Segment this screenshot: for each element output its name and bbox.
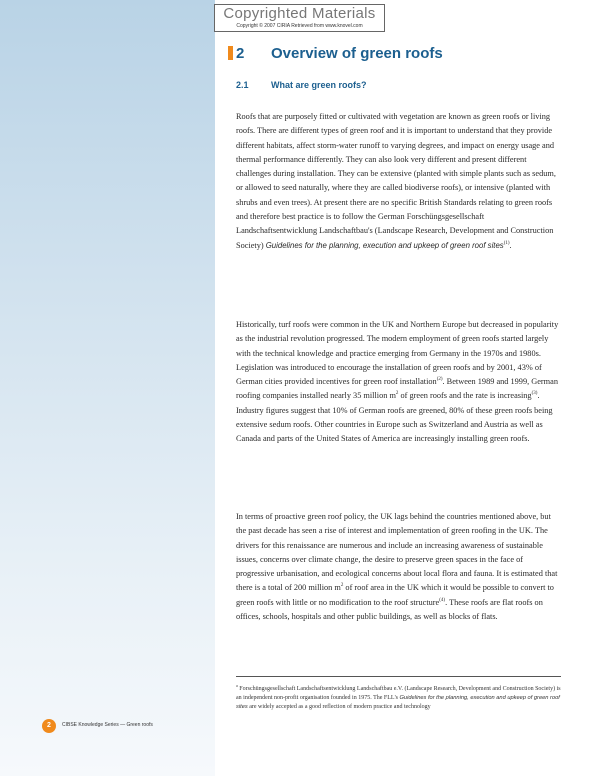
footnote-text-b: are widely accepted as a good reflection of modern practice and technology: [247, 704, 431, 710]
reference-3: (3): [531, 391, 538, 397]
paragraph-3-text-a: In terms of proactive green roof policy, the UK lags behind the countries mentioned above, but the past decade has seen a rise of interest and implementation of green roofing in the UK. The drivers for this renaissance are numerous and include an increasing awareness of sustainable issues, concerns over climate change, the desire to preserve green spaces in the face of progressive urbanisation, and ecological concerns about local flora and fauna. It is estimated that there is a total of 200 million m: [236, 512, 558, 593]
page-sidebar-band: [0, 0, 215, 776]
footnote: [236, 681, 561, 712]
section-title: What are green roofs?: [271, 80, 367, 90]
paragraph-3: [236, 510, 561, 624]
paragraph-2: [236, 318, 561, 447]
paragraph-3-text-c: . These roofs are flat roofs on offices, schools, hospitals and other public buildings, as well as blocks of flats.: [236, 597, 543, 622]
chapter-number: 2: [236, 45, 245, 62]
watermark-subtitle: Copyright © 2007 CIRIA Retrieved from www.knovel.com: [236, 23, 363, 29]
footnote-divider: [236, 676, 561, 677]
section-number: 2.1: [236, 80, 249, 90]
footnote-mark: a: [236, 683, 238, 688]
footnote-guidelines-title: Guidelines for the planning, execution and upkeep of green roof sites: [236, 695, 560, 710]
squared-superscript: 2: [340, 583, 344, 589]
reference-2: (2): [436, 377, 443, 383]
running-footer: CIBSE Knowledge Series — Green roofs: [62, 722, 153, 728]
chapter-marker-bar: [228, 46, 233, 60]
paragraph-3-text-b: of roof area in the UK which it would be possible to convert to green roofs with little or no modification to the roof structure: [236, 583, 554, 607]
paragraph-1: [236, 110, 561, 253]
guidelines-title: Guidelines for the planning, execution and upkeep of green roof sites: [265, 240, 504, 250]
reference-1: (1): [503, 240, 510, 246]
paragraph-2-text-c: of green roofs and the rate is increasing: [398, 391, 532, 401]
chapter-title: Overview of green roofs: [271, 45, 443, 62]
page-number: 2: [42, 719, 56, 733]
paragraph-1-text: Roofs that are purposely fitted or cultivated with vegetation are known as green roofs or living roofs. There are different types of green roof and it is important to understand that they provide different habitats, affect storm-water runoff to varying degrees, and impact on energy usage and thermal performance differently. They can also look very different and present different challenges during installation. They can be extensive (planted with simple plants such as sedum, or allowed to seed naturally, where they are called biodiverse roofs), or intensive (planted with shrubs and even trees). At present there are no specific British Standards relating to green roofs and therefore best practice is to follow the German Forschüngsgesellschaft Landschaftsentwicklung Landschaftbau's (Landscape Research, Development and Construction Society): [236, 112, 556, 250]
watermark-title: Copyrighted Materials: [223, 5, 376, 22]
squared-superscript: 2: [395, 391, 399, 397]
copyright-watermark: [214, 4, 385, 32]
footnote-text-a: Forschüngsgesellschaft Landschaftsentwicklung Landschaftbau e.V. (Landscape Research, Development and Construction Society) is an independent non-profit organisation founded in 1975. The FLL's: [236, 686, 561, 701]
paragraph-2-text-b: . Between 1989 and 1999, German roofing companies installed nearly 35 million m: [236, 377, 558, 401]
reference-4: (4): [439, 598, 446, 604]
paragraph-2-text-a: Historically, turf roofs were common in the UK and Northern Europe but decreased in popularity as the industrial revolution progressed. The modern employment of green roofs started largely with the technical knowledge and practice emerging from Germany in the 1970s and 1980s. Legislation was introduced to encourage the installation of green roofs and by 2001, 43% of German cities provided incentives for green roof installation: [236, 320, 559, 387]
paragraph-2-text-d: . Industry figures suggest that 10% of German roofs are greened, 80% of these green roofs being extensive sedum roofs. Other countries in Europe such as Switzerland and Austria as well as Canada and parts of the United States of America are increasingly installing green roofs.: [236, 391, 553, 444]
paragraph-1-end: .: [509, 240, 512, 250]
